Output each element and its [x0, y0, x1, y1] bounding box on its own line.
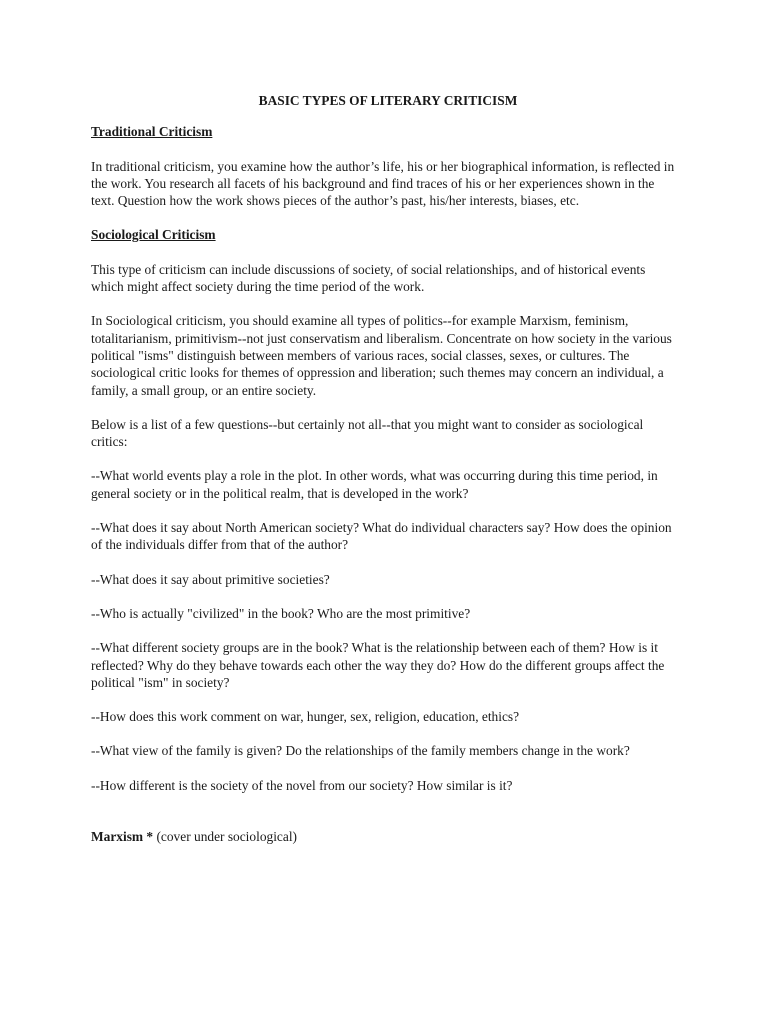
sociological-question: --What world events play a role in the plot. In other words, what was occurring during this time period, in general society or in the political realm, that is developed in the work? [91, 468, 658, 501]
sociological-paragraph: This type of criticism can include discussions of society, of social relationships, and of historical events which might affect society during the time period of the work. [91, 261, 646, 295]
sociological-paragraph: Below is a list of a few questions--but certainly not all--that you might want to consider as sociological critics: [91, 416, 644, 450]
sociological-question: --What does it say about primitive societies? [91, 571, 330, 587]
sociological-question: --How does this work comment on war, hunger, sex, religion, education, ethics? [91, 709, 520, 725]
traditional-criticism-heading: Traditional Criticism [91, 124, 213, 140]
sociological-question: --How different is the society of the novel from our society? How similar is it? [91, 777, 513, 793]
sociological-question: --What view of the family is given? Do the relationships of the family members change in the work? [91, 743, 630, 759]
sociological-question: --What does it say about North American society? What do individual characters say? How does the opinion of the individuals differ from that of the author? [91, 520, 672, 553]
document-body [91, 92, 681, 862]
sociological-criticism-heading: Sociological Criticism [91, 227, 216, 243]
marxism-label: Marxism * [91, 829, 154, 845]
document-title: BASIC TYPES OF LITERARY CRITICISM [258, 93, 518, 108]
sociological-paragraph: In Sociological criticism, you should examine all types of politics--for example Marxism, feminism, totalitarianism, primitivism--not just conservatism and liberalism. Concentrate on how society in the various political "isms" distinguish between members of various races, social classes, sexes, or cultures. The sociological critic looks for themes of oppression and liberation; such themes may concern an individual, a family, a small group, or an entire society. [91, 313, 672, 398]
sociological-question: --What different society groups are in the book? What is the relationship between each of them? How is it reflected? Why do they behave towards each other the way they do? How do the different groups affect the political "ism" in society? [91, 640, 665, 690]
marxism-note: (cover under sociological) [153, 829, 297, 845]
traditional-criticism-paragraph: In traditional criticism, you examine how the author’s life, his or her biographical information, is reflected in the work. You research all facets of his background and find traces of his or her experiences shown in the text. Question how the work shows pieces of the author’s past, his/her interests, biases, etc. [91, 158, 675, 209]
sociological-question: --Who is actually "civilized" in the book? Who are the most primitive? [91, 605, 471, 621]
marxism-line [91, 828, 681, 845]
